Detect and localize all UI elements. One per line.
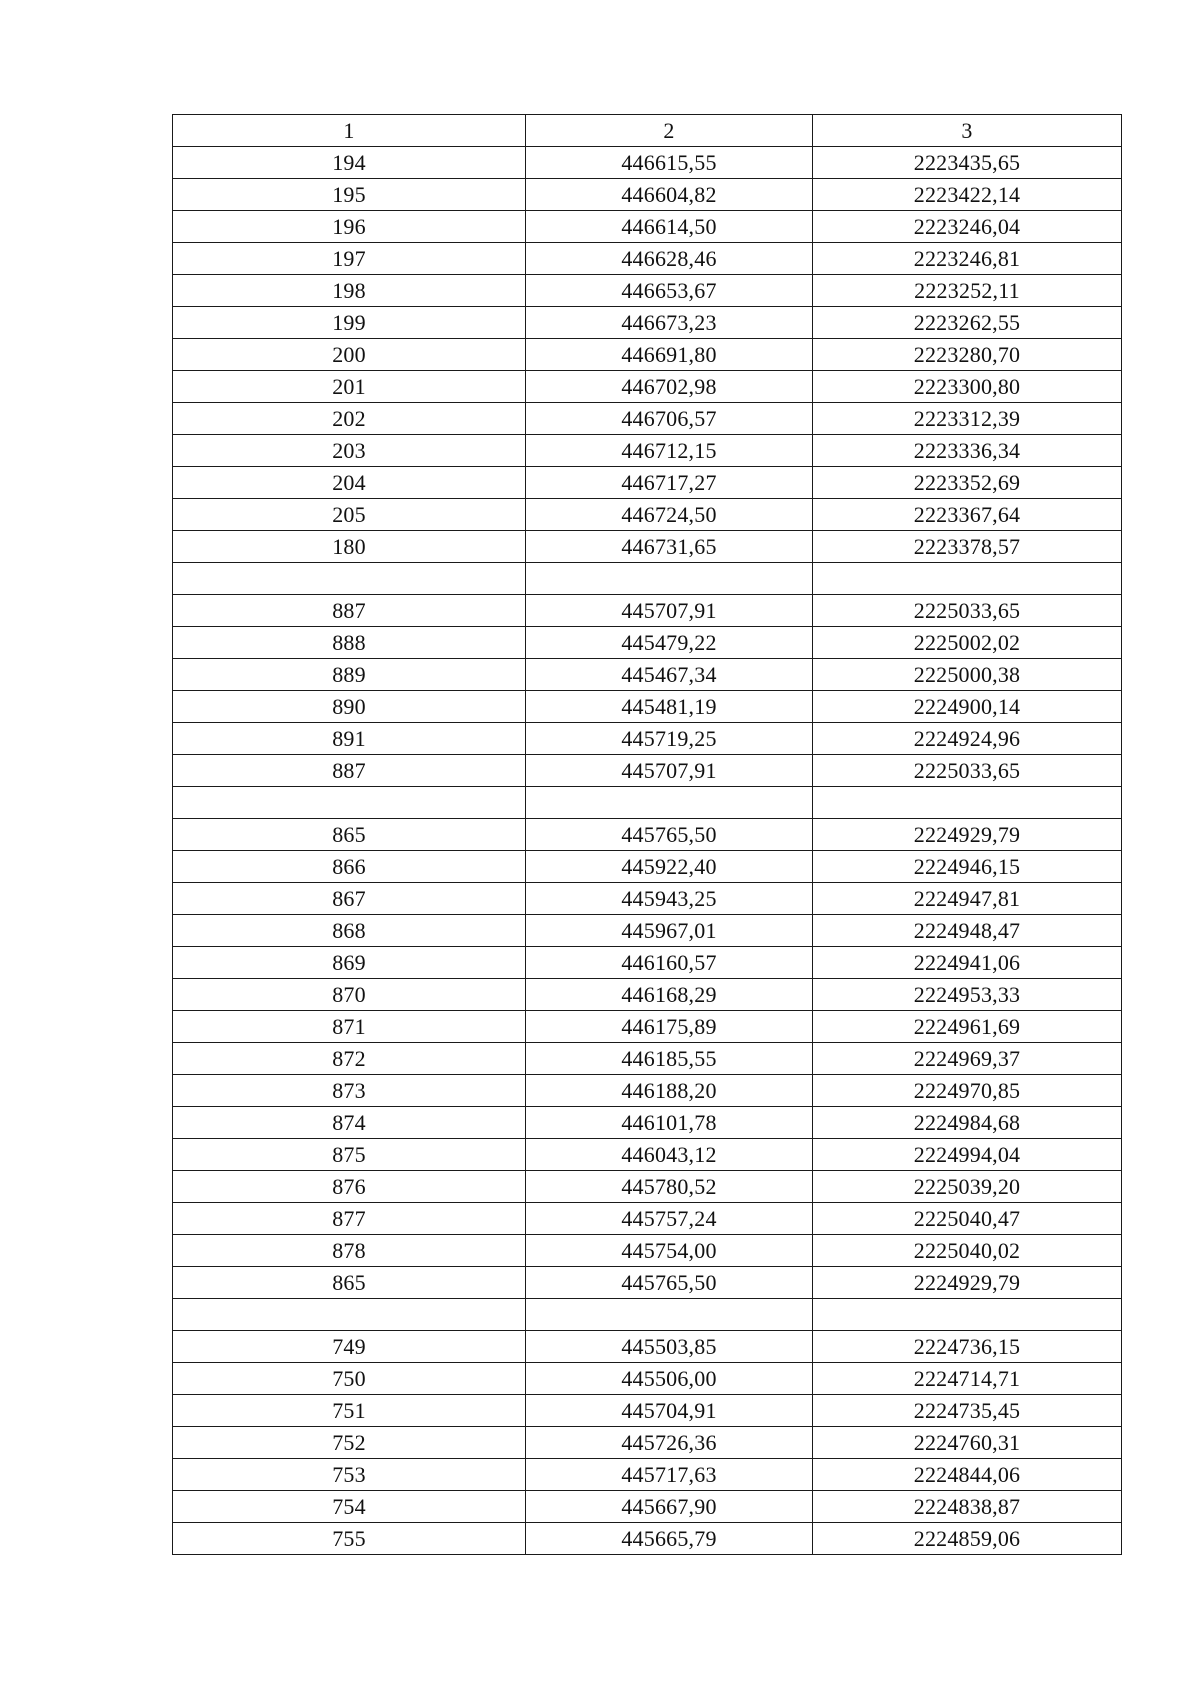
cell-point-number: 205 bbox=[173, 499, 526, 531]
cell-x-coordinate: 445967,01 bbox=[526, 915, 813, 947]
cell-x-coordinate: 446731,65 bbox=[526, 531, 813, 563]
table-row bbox=[173, 1267, 1122, 1299]
table-row bbox=[173, 531, 1122, 563]
cell-y-coordinate: 2223280,70 bbox=[813, 339, 1122, 371]
cell-y-coordinate: 2223262,55 bbox=[813, 307, 1122, 339]
table-row bbox=[173, 339, 1122, 371]
table-row bbox=[173, 403, 1122, 435]
cell-point-number: 866 bbox=[173, 851, 526, 883]
table-row bbox=[173, 1523, 1122, 1555]
table-row bbox=[173, 723, 1122, 755]
cell-point-number: 201 bbox=[173, 371, 526, 403]
cell-x-coordinate: 445726,36 bbox=[526, 1427, 813, 1459]
cell-point-number: 754 bbox=[173, 1491, 526, 1523]
cell-x-coordinate: 445707,91 bbox=[526, 755, 813, 787]
cell-y-coordinate: 2224760,31 bbox=[813, 1427, 1122, 1459]
cell-x-coordinate: 445467,34 bbox=[526, 659, 813, 691]
cell-x-coordinate: 446615,55 bbox=[526, 147, 813, 179]
cell-y-coordinate: 2224859,06 bbox=[813, 1523, 1122, 1555]
cell-y-coordinate: 2224970,85 bbox=[813, 1075, 1122, 1107]
cell-point-number bbox=[173, 1299, 526, 1331]
cell-y-coordinate: 2223336,34 bbox=[813, 435, 1122, 467]
table-row bbox=[173, 595, 1122, 627]
cell-x-coordinate: 446653,67 bbox=[526, 275, 813, 307]
cell-x-coordinate: 446628,46 bbox=[526, 243, 813, 275]
cell-x-coordinate: 446673,23 bbox=[526, 307, 813, 339]
cell-point-number: 888 bbox=[173, 627, 526, 659]
cell-y-coordinate bbox=[813, 1299, 1122, 1331]
cell-x-coordinate: 446691,80 bbox=[526, 339, 813, 371]
cell-x-coordinate: 446724,50 bbox=[526, 499, 813, 531]
cell-point-number: 195 bbox=[173, 179, 526, 211]
table-row bbox=[173, 1363, 1122, 1395]
cell-x-coordinate: 446175,89 bbox=[526, 1011, 813, 1043]
cell-x-coordinate: 445704,91 bbox=[526, 1395, 813, 1427]
cell-y-coordinate: 2224969,37 bbox=[813, 1043, 1122, 1075]
cell-y-coordinate: 2223300,80 bbox=[813, 371, 1122, 403]
table-row bbox=[173, 1427, 1122, 1459]
cell-x-coordinate: 445922,40 bbox=[526, 851, 813, 883]
cell-x-coordinate: 446604,82 bbox=[526, 179, 813, 211]
table-row bbox=[173, 1011, 1122, 1043]
cell-y-coordinate: 2224961,69 bbox=[813, 1011, 1122, 1043]
table-row bbox=[173, 627, 1122, 659]
cell-x-coordinate: 446168,29 bbox=[526, 979, 813, 1011]
table-row bbox=[173, 1395, 1122, 1427]
cell-x-coordinate bbox=[526, 563, 813, 595]
cell-point-number: 870 bbox=[173, 979, 526, 1011]
table-row bbox=[173, 947, 1122, 979]
cell-y-coordinate: 2224736,15 bbox=[813, 1331, 1122, 1363]
cell-point-number: 874 bbox=[173, 1107, 526, 1139]
table-row bbox=[173, 915, 1122, 947]
cell-y-coordinate: 2223422,14 bbox=[813, 179, 1122, 211]
cell-point-number: 203 bbox=[173, 435, 526, 467]
table-row bbox=[173, 883, 1122, 915]
table-row bbox=[173, 1299, 1122, 1331]
cell-point-number: 868 bbox=[173, 915, 526, 947]
cell-point-number: 197 bbox=[173, 243, 526, 275]
cell-y-coordinate: 2224900,14 bbox=[813, 691, 1122, 723]
cell-y-coordinate bbox=[813, 563, 1122, 595]
cell-y-coordinate: 2224929,79 bbox=[813, 1267, 1122, 1299]
cell-y-coordinate: 2225033,65 bbox=[813, 755, 1122, 787]
cell-x-coordinate: 445506,00 bbox=[526, 1363, 813, 1395]
cell-point-number: 180 bbox=[173, 531, 526, 563]
cell-y-coordinate: 2225040,47 bbox=[813, 1203, 1122, 1235]
cell-y-coordinate: 2224735,45 bbox=[813, 1395, 1122, 1427]
cell-point-number: 194 bbox=[173, 147, 526, 179]
table-row bbox=[173, 1075, 1122, 1107]
header-cell-x: 2 bbox=[526, 115, 813, 147]
cell-x-coordinate: 446185,55 bbox=[526, 1043, 813, 1075]
cell-point-number: 876 bbox=[173, 1171, 526, 1203]
cell-point-number: 872 bbox=[173, 1043, 526, 1075]
cell-x-coordinate: 446043,12 bbox=[526, 1139, 813, 1171]
table-row bbox=[173, 787, 1122, 819]
cell-x-coordinate bbox=[526, 1299, 813, 1331]
cell-x-coordinate: 445481,19 bbox=[526, 691, 813, 723]
table-row bbox=[173, 1107, 1122, 1139]
cell-x-coordinate: 445707,91 bbox=[526, 595, 813, 627]
cell-point-number: 204 bbox=[173, 467, 526, 499]
cell-point-number: 750 bbox=[173, 1363, 526, 1395]
table-row bbox=[173, 1331, 1122, 1363]
cell-point-number: 887 bbox=[173, 755, 526, 787]
cell-x-coordinate: 446702,98 bbox=[526, 371, 813, 403]
cell-point-number: 867 bbox=[173, 883, 526, 915]
table-row bbox=[173, 1235, 1122, 1267]
cell-x-coordinate: 446712,15 bbox=[526, 435, 813, 467]
cell-point-number: 865 bbox=[173, 819, 526, 851]
cell-point-number: 887 bbox=[173, 595, 526, 627]
cell-y-coordinate: 2223352,69 bbox=[813, 467, 1122, 499]
cell-point-number: 865 bbox=[173, 1267, 526, 1299]
cell-point-number: 873 bbox=[173, 1075, 526, 1107]
table-row bbox=[173, 563, 1122, 595]
table-row bbox=[173, 307, 1122, 339]
cell-y-coordinate: 2224947,81 bbox=[813, 883, 1122, 915]
header-cell-point: 1 bbox=[173, 115, 526, 147]
cell-x-coordinate: 446101,78 bbox=[526, 1107, 813, 1139]
cell-x-coordinate: 445479,22 bbox=[526, 627, 813, 659]
cell-x-coordinate: 446188,20 bbox=[526, 1075, 813, 1107]
table-row bbox=[173, 1171, 1122, 1203]
table-row bbox=[173, 435, 1122, 467]
table-row bbox=[173, 755, 1122, 787]
cell-point-number: 871 bbox=[173, 1011, 526, 1043]
cell-x-coordinate: 445780,52 bbox=[526, 1171, 813, 1203]
table-row bbox=[173, 659, 1122, 691]
cell-x-coordinate: 445765,50 bbox=[526, 819, 813, 851]
cell-y-coordinate: 2224929,79 bbox=[813, 819, 1122, 851]
table-row bbox=[173, 819, 1122, 851]
cell-point-number: 202 bbox=[173, 403, 526, 435]
table-row bbox=[173, 1043, 1122, 1075]
cell-y-coordinate: 2224953,33 bbox=[813, 979, 1122, 1011]
table-row bbox=[173, 851, 1122, 883]
cell-y-coordinate: 2223378,57 bbox=[813, 531, 1122, 563]
cell-point-number: 749 bbox=[173, 1331, 526, 1363]
cell-y-coordinate: 2224984,68 bbox=[813, 1107, 1122, 1139]
cell-y-coordinate: 2224948,47 bbox=[813, 915, 1122, 947]
cell-y-coordinate: 2224994,04 bbox=[813, 1139, 1122, 1171]
cell-y-coordinate: 2224844,06 bbox=[813, 1459, 1122, 1491]
cell-y-coordinate: 2223312,39 bbox=[813, 403, 1122, 435]
cell-point-number: 198 bbox=[173, 275, 526, 307]
cell-y-coordinate: 2224838,87 bbox=[813, 1491, 1122, 1523]
cell-x-coordinate: 445503,85 bbox=[526, 1331, 813, 1363]
table-header-row bbox=[173, 115, 1122, 147]
table-row bbox=[173, 179, 1122, 211]
cell-x-coordinate: 445667,90 bbox=[526, 1491, 813, 1523]
cell-x-coordinate: 445943,25 bbox=[526, 883, 813, 915]
cell-x-coordinate: 446160,57 bbox=[526, 947, 813, 979]
cell-x-coordinate: 445754,00 bbox=[526, 1235, 813, 1267]
cell-y-coordinate: 2224941,06 bbox=[813, 947, 1122, 979]
cell-y-coordinate: 2225039,20 bbox=[813, 1171, 1122, 1203]
table-row bbox=[173, 691, 1122, 723]
table-row bbox=[173, 147, 1122, 179]
table-row bbox=[173, 467, 1122, 499]
cell-y-coordinate: 2224946,15 bbox=[813, 851, 1122, 883]
table-row bbox=[173, 1203, 1122, 1235]
cell-x-coordinate: 446614,50 bbox=[526, 211, 813, 243]
cell-y-coordinate: 2225033,65 bbox=[813, 595, 1122, 627]
cell-point-number: 196 bbox=[173, 211, 526, 243]
table-row bbox=[173, 243, 1122, 275]
coordinates-table bbox=[172, 114, 1122, 1555]
cell-point-number: 752 bbox=[173, 1427, 526, 1459]
cell-y-coordinate bbox=[813, 787, 1122, 819]
cell-x-coordinate: 445665,79 bbox=[526, 1523, 813, 1555]
cell-y-coordinate: 2225040,02 bbox=[813, 1235, 1122, 1267]
cell-point-number bbox=[173, 563, 526, 595]
cell-point-number: 878 bbox=[173, 1235, 526, 1267]
cell-point-number: 877 bbox=[173, 1203, 526, 1235]
cell-point-number: 199 bbox=[173, 307, 526, 339]
cell-point-number: 891 bbox=[173, 723, 526, 755]
table-row bbox=[173, 1491, 1122, 1523]
cell-y-coordinate: 2224714,71 bbox=[813, 1363, 1122, 1395]
table-row bbox=[173, 211, 1122, 243]
cell-x-coordinate: 445765,50 bbox=[526, 1267, 813, 1299]
cell-y-coordinate: 2223246,81 bbox=[813, 243, 1122, 275]
cell-y-coordinate: 2224924,96 bbox=[813, 723, 1122, 755]
cell-y-coordinate: 2223435,65 bbox=[813, 147, 1122, 179]
header-cell-y: 3 bbox=[813, 115, 1122, 147]
cell-point-number: 890 bbox=[173, 691, 526, 723]
cell-x-coordinate: 446717,27 bbox=[526, 467, 813, 499]
table-row bbox=[173, 979, 1122, 1011]
cell-y-coordinate: 2223252,11 bbox=[813, 275, 1122, 307]
cell-point-number: 889 bbox=[173, 659, 526, 691]
cell-y-coordinate: 2223246,04 bbox=[813, 211, 1122, 243]
cell-point-number: 875 bbox=[173, 1139, 526, 1171]
table-row bbox=[173, 1139, 1122, 1171]
table-body bbox=[173, 147, 1122, 1555]
table-row bbox=[173, 275, 1122, 307]
cell-x-coordinate: 446706,57 bbox=[526, 403, 813, 435]
cell-x-coordinate: 445717,63 bbox=[526, 1459, 813, 1491]
cell-point-number: 200 bbox=[173, 339, 526, 371]
table-row bbox=[173, 499, 1122, 531]
cell-point-number: 755 bbox=[173, 1523, 526, 1555]
cell-x-coordinate: 445719,25 bbox=[526, 723, 813, 755]
cell-x-coordinate: 445757,24 bbox=[526, 1203, 813, 1235]
cell-point-number: 869 bbox=[173, 947, 526, 979]
table-row bbox=[173, 1459, 1122, 1491]
cell-y-coordinate: 2225002,02 bbox=[813, 627, 1122, 659]
cell-point-number: 751 bbox=[173, 1395, 526, 1427]
cell-point-number bbox=[173, 787, 526, 819]
cell-point-number: 753 bbox=[173, 1459, 526, 1491]
cell-x-coordinate bbox=[526, 787, 813, 819]
table-row bbox=[173, 371, 1122, 403]
cell-y-coordinate: 2225000,38 bbox=[813, 659, 1122, 691]
cell-y-coordinate: 2223367,64 bbox=[813, 499, 1122, 531]
